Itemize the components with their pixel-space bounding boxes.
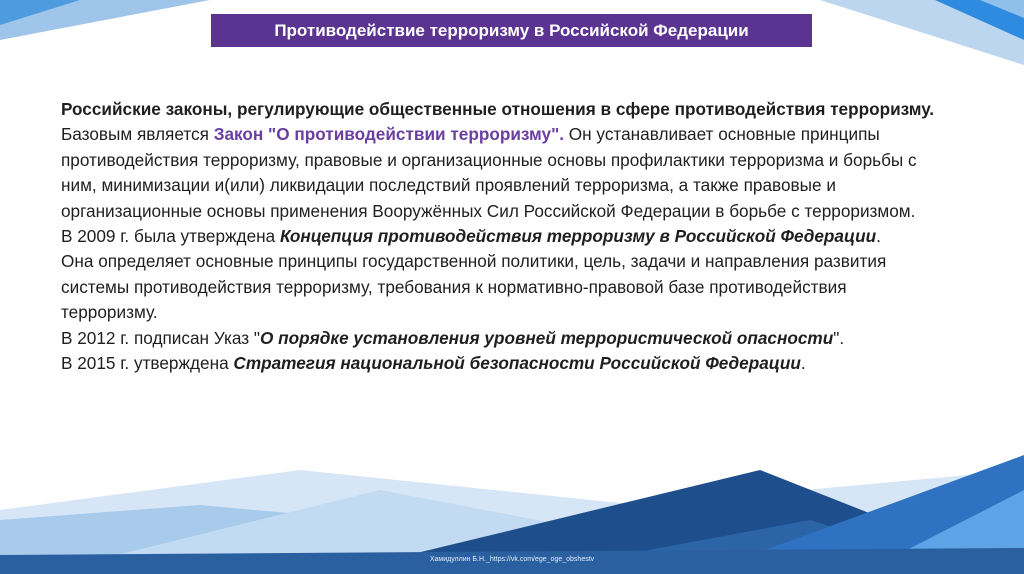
text: Он устанавливает основные принципы противодействия терроризму, правовые и организационные основы профилактики терроризма и борьбы с ним, минимизации и(или) ликвидации последствий проявлений терроризма, а также правовые и организационные основы применения Вооружённых Сил Российской Федерации в борьбе с терроризмом. [61,124,917,221]
document-title: Концепция противодействия терроризму в Российской Федерации [279,226,877,247]
text: ". [833,327,845,348]
paragraph-base-law [61,122,941,224]
paragraph-concept-desc: Она определяет основные принципы государственной политики, цель, задачи и направления развития системы противодействия терроризму, требования к нормативно-правовой базе противодействия терроризму. [61,251,887,323]
paragraph-concept [61,224,941,249]
text: В 2012 г. подписан Указ " [61,327,260,348]
slide-body [61,97,941,376]
document-title: Стратегия национальной безопасности Российской Федерации [233,353,801,374]
text: . [800,353,806,374]
law-title: Закон "О противодействии терроризму". [213,124,565,145]
paragraph-strategy [61,351,941,376]
text: Базовым является [61,124,214,145]
text: . [876,226,881,247]
document-title: О порядке установления уровней террористической опасности [259,327,834,348]
text: В 2009 г. была утверждена [61,226,280,247]
slide-title: Противодействие терроризму в Российской Федерации [211,14,812,47]
text: В 2015 г. утверждена [61,353,234,374]
body-heading: Российские законы, регулирующие общественные отношения в сфере противодействия терроризму. [61,99,935,119]
footer-credit: Хамидуллин Б.Н._https://vk.com/ege_oge_obshestv [429,556,595,563]
paragraph-decree [61,326,941,351]
